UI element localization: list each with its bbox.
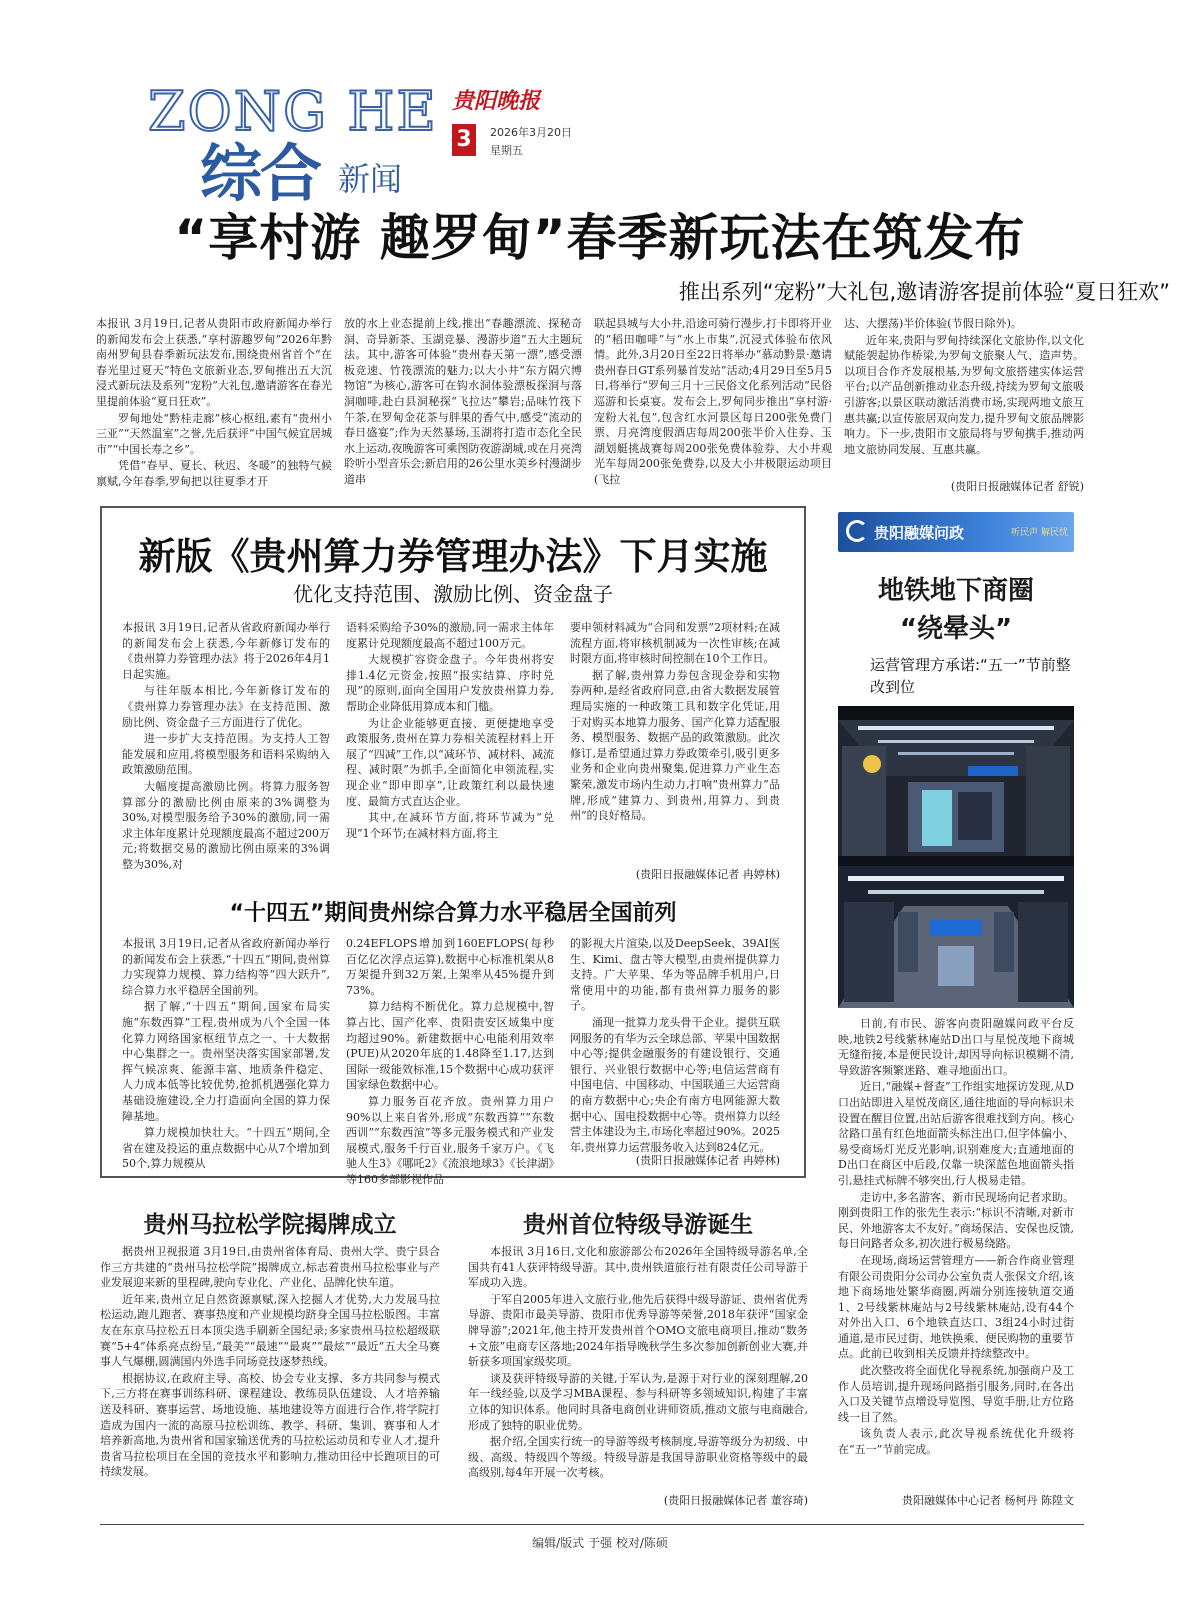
guide-headline: 贵州首位特级导游诞生 [523, 1212, 753, 1238]
right-headline-1: 地铁地下商圈 [877, 576, 1034, 606]
box2-byline: (贵阳日报融媒体记者 冉婷林) [635, 1154, 780, 1167]
lead-subhead: 推出系列“宠粉”大礼包,邀请游客提前体验“夏日狂欢” [678, 280, 1170, 304]
lead-column-2: 放的水上业态提前上线,推出“春趣漂流、探秘奇洞、奇异新茶、玉湖竞暴、漫游步道”五大主题玩法。其中,游客可体验“贵州春天第一漂”,感受漂板竞速、竹筏漂流的魅力;以大小井“东方隔穴博物馆”为核心,游客可在钩水洞体验漂板探洞与落洞咖啡,赴白县洞秘探“飞拉达”攀岩;品味竹筏下午茶,在罗甸金花茶与胖果的香气中,感受“流动的春日盛宴”;作为天然暴场,玉湖将打造市态化全民水上运动,夜晚游客可乘图防夜游湖城,或在月亮湾聆听小型音乐会;新启用的26公里水美乡村漫湖步道串 [344, 317, 582, 486]
guide-byline: (贵阳日报融媒体记者 董容琦) [663, 1494, 808, 1507]
paper-name: 贵阳晚报 [452, 88, 541, 114]
box-column-1: 本报讯 3月19日,记者从省政府新闻办举行的新闻发布会上获悉,今年新修订发布的《贵州算力券管理办法》将于2026年4月1日起实施。 与往年版本相比,今年新修订发布的《贵州算力券管理办法》在支持范围、激励比例、资金盘子三方面进行了优化。 进一步扩大支持范围。为支持人工智能发展和应用,将模型服务和语料采购纳入政策激励范围。 大幅度提高激励比例。将算力服务智算部分的激励比例由原来的3%调整为30%,对模型服务给予30%的激励,同一需求主体年度累计兑现额度最高不超过200万元;将数据交易的激励比例由原来的3%调整为30%,对 [122, 621, 330, 871]
box-headline: 新版《贵州算力券管理办法》下月实施 [138, 535, 768, 578]
lead-column-4: 达、大摆荡)半价体验(节假日除外)。 近年来,贵阳与罗甸持续深化文旅协作,以文化赋能袈起协作桥梁,为罗甸文旅聚人气、造声势。以项目合作齐发展根基,为罗甸文旅搭建实体运营平台;以产品创新推动业态升级,持续为罗甸文旅吸引游客;以景区联动激活消费市场,实现两地文旅互惠共赢;以宣传旅居双向发力,提升罗甸文旅品牌影响力。下一步,贵阳市文旅局将与罗甸携手,推动两地文旅协同发展、互惠共赢。 [844, 317, 1084, 456]
box-column-2: 语料采购给予30%的激励,同一需求主体年度累计兑现额度最高不超过100万元。 大规模扩容资金盘子。今年贵州将安排1.4亿元资金,按照“报实结算、序时兑现”的原则,面向全国用户发放贵州算力券,帮助企业降低用算成本和门槛。 为让企业能够更直接、更便捷地享受政策服务,贵州在算力券相关流程材料上开展了“四减”工作,以“减环节、减材料、减流程、减时限”为抓手,全面简化申领流程,实现企业“即申即享”,让政策红利以最快速度、最简方式直达企业。 其中,在减环节方面,将环节减为“兑现”1个环节;在减材料方面,将主 [346, 621, 554, 840]
marathon-body: 据贵州卫视报道 3月19日,由贵州省体育局、贵州大学、贵宁县合作三方共建的“贵州马拉松学院”揭牌成立,标志着贵州马拉松事业与产业发展迎来新的里程碑,驶向专业化、产业化、品牌化快车道。 近年来,贵州立足自然资源禀赋,深入挖掘人才优势,大力发展马拉松运动,跑儿跑者、赛事热度和产业规模均跻身全国马拉松版图。丰富友在东京马拉松五日本顶尖选手刷新全国纪录;多家贵州马拉松超级联赛“5+4”体系亮点纷呈,“最美”“最速”“最爽”“最炫”“最近”五大全马赛事人气爆棚,圆满国内外选手同场竞技逐梦热线。 根据协议,在政府主导、高校、协会专业支撑、多方共同参与模式下,三方将在赛事训练科研、课程建设、教练员队伍建设、人才培养输送及科研、赛事运营、场地设施、基地建设等方面进行合作,将学院打造成为国内一流的高原马拉松训练、教学、科研、集训、赛事和人才培养新高地,为贵州省和国家输送优秀的马拉松运动员和专业人才,提升贵省马拉松项目在全国的竞技水平和影响力,推动田径中长跑项目的可持续发展。 [100, 1245, 440, 1479]
subway-mall-photo [838, 706, 1074, 1008]
right-byline: 贵阳融媒体中心记者 杨柯丹 陈陞文 [902, 1494, 1074, 1507]
lead-headline: “享村游 趣罗甸”春季新玩法在筑发布 [174, 209, 1026, 267]
right-headline-2: “绕晕头” [899, 614, 1013, 644]
lead-column-3: 联起县城与大小井,沿途可骑行漫步,打卡即将开业的“稻田咖啡”与“水上市集”,沉浸式体验布依风情。此外,3月20日至22日将举办“慕动黔景·邀请贵州春日GT系列暴首发站”活动;4月29日至5月5日,将举行“罗甸三月十三民俗文化系列活动”民俗巡游和长桌宴。发布会上,罗甸同步推出“享村游·宠粉大礼包”,包含红水河景区每日200张免费门票、月亮湾度假酒店每周200张半价入住券、玉湖划艇挑战赛每周200张免费体验券、大小井观光车每周200张免费券,以及大小井极限运动项目(飞拉 [594, 317, 832, 486]
box2-column-1: 本报讯 3月19日,记者从省政府新闻办举行的新闻发布会上获悉,“十四五”期间,贵州算力实现算力规模、算力结构等“四大跃升”,综合算力水平稳居全国前列。 据了解,“十四五”期间,国家布局实施“东数西算”工程,贵州成为八个全国一体化算力网络国家枢纽节点之一、十大数据中心集群之一。贵州坚决落实国家部署,发挥气候凉爽、能源丰富、地质条件稳定、人力成本低等比较优势,抢抓机遇强化算力基础设施建设,全力打造面向全国的算力保障基地。 算力规模加快壮大。“十四五”期间,全省在建及投运的重点数据中心从7个增加到50个,算力规模从 [122, 937, 330, 1171]
masthead-latin: ZONG HE [148, 80, 438, 143]
wenzheng-banner [838, 512, 1074, 552]
banner-logo-icon [846, 520, 868, 542]
footer-rule [100, 1524, 1084, 1525]
right-article-body: 日前,有市民、游客向贵阳融媒问政平台反映,地铁2号线紫林庵站D出口与星悦茂地下商城无缝衔接,本是便民设计,却因导向标识模糊不清,导致游客频繁迷路、难寻地面出口。 近日,“融媒+督查”工作组实地探访发现,从D口出站即进入星悦茂商区,通往地面的导向标识未设置在醒目位置,出站后游客很难找到方向。核心岔路口虽有红色地面箭头标注出口,但字体偏小、易受商场灯光反光影响,识别难度大;直通地面的D出口在商区中后段,仅靠一块深蓝色地面箭头指引,悬挂式标牌不够突出,行人极易走错。 走访中,多名游客、新市民现场向记者求助。刚到贵阳工作的张先生表示:“标识不清晰,对新市民、外地游客太不友好。”商场保洁、安保也反馈,每日问路者众多,初次进行极易绕路。 在现场,商场运营管理方——新合作商业管理有限公司贵阳分公司办公室负责人张保文介绍,该地下商场地处繁华商圈,两端分别连接轨道交通1、2号线紫林庵站与2号线紫林庵站,设有44个对外出入口、6个地铁直达口、3组24小时过街通道,是市民过街、地铁换乘、便民购物的重要节点。此前已收到相关反馈并持续整改中。 此次整改将全面优化导视系统,加强商户及工作人员培训,提升现场问路指引服务,同时,在各出入口及关键节点增设导览图、导览手册,让方位路线一目了然。 该负责人表示,此次导视系统优化升级将在“五一”节前完成。 [838, 1017, 1074, 1457]
guide-body: 本报讯 3月16日,文化和旅游部公布2026年全国特级导游名单,全国共有41人获评特级导游。其中,贵州铁道旅行社有限责任公司导游于军成功入选。 于军自2005年进入文旅行业,他先后获得中级导游证、贵州省优秀导游、贵阳市最美导游、贵阳市优秀导游等荣誉,2018年获评“国家金牌导游”;2021年,他主持开发贵州首个OMO文旅电商项目,推动“数务+文旅”电商专区落地;2024年指导晚秋学生多次参加创新创业大赛,并斩获多项国家级奖项。 谈及获评特级导游的关键,于军认为,是源于对行业的深刻理解,20年一线经验,以及学习MBA课程、参与科研等多领域知识,构建了丰富立体的知识体系。他同时具备电商创业讲师资质,推动文旅与电商融合,形成了独特的职业优势。 据介绍,全国实行统一的导游等级考核制度,导游等级分为初级、中级、高级、特级四个等级。特级导游是我国导游职业资格等级中的最高级别,每4年开展一次考核。 [468, 1245, 808, 1480]
box-subhead: 优化支持范围、激励比例、资金盘子 [293, 582, 613, 606]
box2-column-3: 的影视大片渲染,以及DeepSeek、39AI医生、Kimi、盘古等大模型,由贵州提供算力支持。广大苹果、华为等品牌手机用户,日常使用中的功能,都有贵州算力服务的影子。 涌现一批算力龙头骨干企业。提供互联网服务的有华为云全球总部、苹果中国数据中心等;提供金融服务的有建设银行、交通银行、兴业银行数据中心等;电信运营商有中国电信、中国移动、中国联通三大运营商的南方数据中心;央企有南方电网能源大数据中心、国电投数据中心等。贵州算力以经营主体建设为主,市场化率超过90%。2025年,贵州算力运营服务收入达到824亿元。 [570, 937, 780, 1154]
marathon-headline: 贵州马拉松学院揭牌成立 [143, 1212, 397, 1238]
masthead-section-big: 综合 [200, 137, 321, 210]
lead-byline: (贵阳日报融媒体记者 舒锐) [950, 480, 1084, 493]
banner-tag: 听民声 解民忧 [1011, 528, 1068, 538]
masthead [140, 80, 440, 210]
footer-credit: 编辑/版式 于强 校对/陈硕 [532, 1536, 668, 1550]
right-subhead: 运营管理方承诺:“五一”节前整改到位 [870, 656, 1071, 696]
box-byline: (贵阳日报融媒体记者 冉婷林) [635, 868, 780, 881]
issue-weekday: 星期五 [490, 144, 523, 157]
page-number: 3 [452, 124, 476, 156]
box-column-3: 要申领材料减为“合同和发票”2项材料;在减流程方面,将审核机制减为一次性审核;在减时限方面,将审核时间控制在10个工作日。 据了解,贵州算力券包含现金券和实物券两种,是经省政府同意,由省大数据发展管理局实施的一种政策工具和数字化凭证,用于对购买本地算力服务、国产化算力适配服务、模型服务、数据产品的政策激励。此次修订,是希望通过算力券政策牵引,吸引更多业务和企业向贵州聚集,促进算力产业生态繁荣,激发市场内生动力,打响“贵州算力”品牌,形成“建算力、到贵州,用算力、到贵州”的良好格局。 [570, 621, 780, 823]
banner-title: 贵阳融媒问政 [874, 524, 965, 542]
box2-column-2: 0.24EFLOPS增加到160EFLOPS(每秒百亿亿次浮点运算),数据中心标准机架从8万架提升到32万架,上架率从45%提升到73%。 算力结构不断优化。算力总规模中,智算占比、国产化率、贵阳贵安区域集中度均超过90%。新建数据中心电能利用效率(PUE)从2020年底的1.48降至1.17,达到国际一级能效标准,15个数据中心成功获评国家绿色数据中心。 算力服务百花齐放。贵州算力用户90%以上来自省外,形成“东数西算”“东数西训”“东数西渲”等多元服务模式和产业发展模式,服务千行百业,服务千家万户。《飞驰人生3》《哪吒2》《流浪地球3》《长津湖》等160多部影视作品 [346, 937, 554, 1186]
masthead-section-small: 新闻 [338, 160, 403, 198]
box-headline-2: “十四五”期间贵州综合算力水平稳居全国前列 [229, 901, 677, 926]
lead-column-1: 本报讯 3月19日,记者从贵阳市政府新闻办举行的新闻发布会上获悉,“享村游趣罗甸”2026年黔南州罗甸县春季新玩法发布,围绕贵州省首个“在春光里过夏天”特色文旅新业态,罗甸推出五大沉浸式新玩法及系列“宠粉”大礼包,邀请游客在春光里提前体验“夏日狂欢”。 罗甸地处“黔桂走廊”核心枢纽,素有“贵州小三亚”“天然温室”之誉,先后获评“中国气候宜居城市”“中国长寿之乡”。 凭借“春早、夏长、秋迟、冬暖”的独特气候禀赋,今年春季,罗甸把以往夏季才开 [96, 317, 332, 488]
issue-date: 2026年3月20日 [490, 126, 572, 139]
